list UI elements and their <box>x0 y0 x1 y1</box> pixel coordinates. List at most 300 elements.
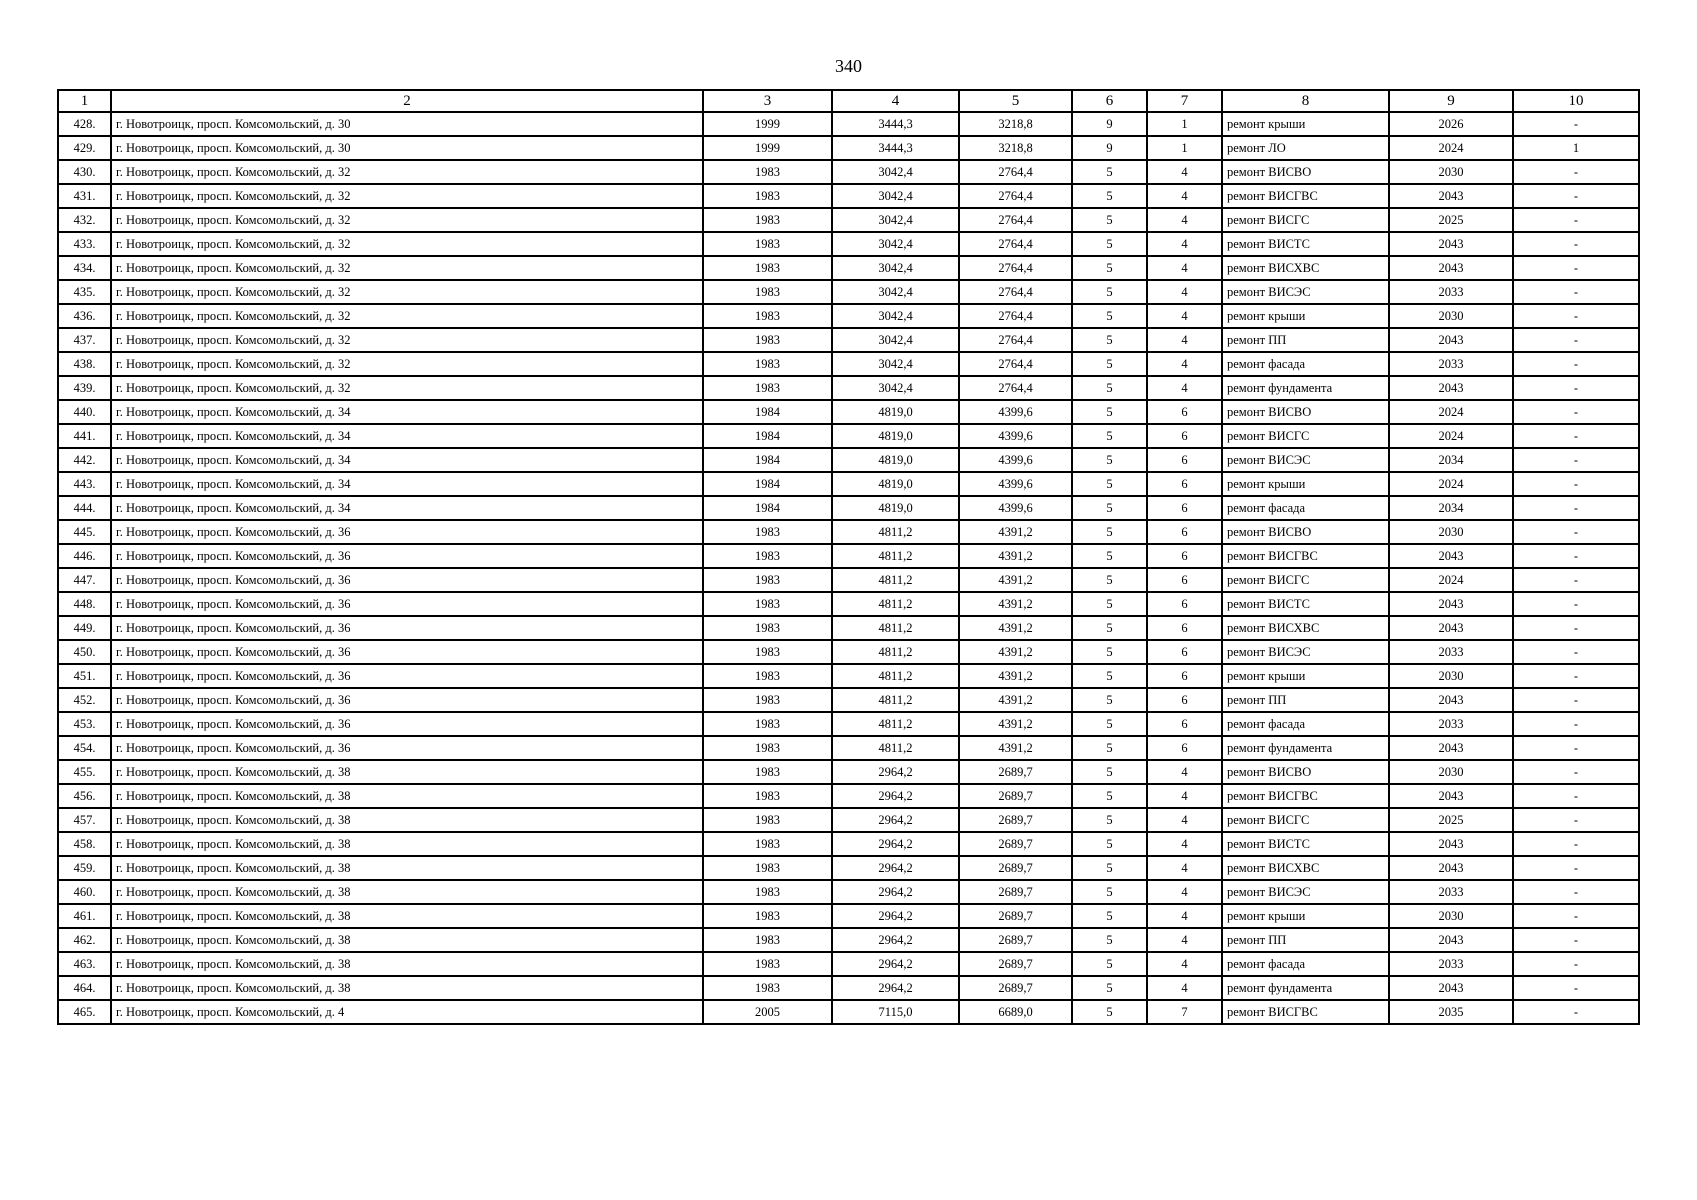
floors-cell: 5 <box>1072 760 1147 784</box>
address-cell: г. Новотроицк, просп. Комсомольский, д. 34 <box>111 496 703 520</box>
living-area-cell: 2764,4 <box>959 256 1072 280</box>
work-type-cell: ремонт ПП <box>1222 328 1389 352</box>
note-cell: - <box>1513 112 1639 136</box>
note-cell: - <box>1513 856 1639 880</box>
year-cell: 1983 <box>703 760 832 784</box>
note-cell: - <box>1513 880 1639 904</box>
planned-year-cell: 2030 <box>1389 304 1513 328</box>
address-cell: г. Новотроицк, просп. Комсомольский, д. 38 <box>111 928 703 952</box>
address-cell: г. Новотроицк, просп. Комсомольский, д. 32 <box>111 352 703 376</box>
year-cell: 1983 <box>703 256 832 280</box>
work-type-cell: ремонт фундамента <box>1222 736 1389 760</box>
table-row <box>58 496 1639 520</box>
note-cell: - <box>1513 352 1639 376</box>
total-area-cell: 2964,2 <box>832 832 959 856</box>
work-type-cell: ремонт фасада <box>1222 952 1389 976</box>
planned-year-cell: 2030 <box>1389 664 1513 688</box>
living-area-cell: 2689,7 <box>959 880 1072 904</box>
row-number-cell: 450. <box>58 640 111 664</box>
table-row <box>58 736 1639 760</box>
living-area-cell: 2689,7 <box>959 784 1072 808</box>
floors-cell: 5 <box>1072 568 1147 592</box>
total-area-cell: 3444,3 <box>832 136 959 160</box>
floors-cell: 5 <box>1072 640 1147 664</box>
entrances-cell: 6 <box>1147 664 1222 688</box>
entrances-cell: 6 <box>1147 424 1222 448</box>
floors-cell: 9 <box>1072 112 1147 136</box>
row-number-cell: 443. <box>58 472 111 496</box>
work-type-cell: ремонт ВИСГС <box>1222 808 1389 832</box>
row-number-cell: 447. <box>58 568 111 592</box>
total-area-cell: 2964,2 <box>832 904 959 928</box>
planned-year-cell: 2043 <box>1389 376 1513 400</box>
table-row <box>58 520 1639 544</box>
row-number-cell: 429. <box>58 136 111 160</box>
floors-cell: 5 <box>1072 280 1147 304</box>
living-area-cell: 4399,6 <box>959 496 1072 520</box>
living-area-cell: 2764,4 <box>959 208 1072 232</box>
entrances-cell: 6 <box>1147 544 1222 568</box>
address-cell: г. Новотроицк, просп. Комсомольский, д. 38 <box>111 808 703 832</box>
living-area-cell: 2689,7 <box>959 760 1072 784</box>
row-number-cell: 440. <box>58 400 111 424</box>
table-row <box>58 208 1639 232</box>
entrances-cell: 6 <box>1147 472 1222 496</box>
year-cell: 1983 <box>703 592 832 616</box>
year-cell: 1983 <box>703 736 832 760</box>
work-type-cell: ремонт ВИСТС <box>1222 592 1389 616</box>
entrances-cell: 6 <box>1147 712 1222 736</box>
floors-cell: 5 <box>1072 232 1147 256</box>
address-cell: г. Новотроицк, просп. Комсомольский, д. 30 <box>111 112 703 136</box>
total-area-cell: 4819,0 <box>832 400 959 424</box>
column-header: 3 <box>703 90 832 112</box>
note-cell: - <box>1513 376 1639 400</box>
living-area-cell: 2764,4 <box>959 280 1072 304</box>
entrances-cell: 4 <box>1147 256 1222 280</box>
entrances-cell: 1 <box>1147 112 1222 136</box>
row-number-cell: 442. <box>58 448 111 472</box>
note-cell: - <box>1513 640 1639 664</box>
note-cell: - <box>1513 184 1639 208</box>
year-cell: 1983 <box>703 328 832 352</box>
planned-year-cell: 2025 <box>1389 808 1513 832</box>
table-row <box>58 160 1639 184</box>
column-header: 8 <box>1222 90 1389 112</box>
planned-year-cell: 2024 <box>1389 472 1513 496</box>
total-area-cell: 2964,2 <box>832 880 959 904</box>
year-cell: 1983 <box>703 904 832 928</box>
planned-year-cell: 2030 <box>1389 904 1513 928</box>
address-cell: г. Новотроицк, просп. Комсомольский, д. 38 <box>111 856 703 880</box>
row-number-cell: 453. <box>58 712 111 736</box>
living-area-cell: 3218,8 <box>959 112 1072 136</box>
note-cell: - <box>1513 664 1639 688</box>
floors-cell: 5 <box>1072 688 1147 712</box>
total-area-cell: 3444,3 <box>832 112 959 136</box>
work-type-cell: ремонт ВИСВО <box>1222 160 1389 184</box>
work-type-cell: ремонт ВИСГС <box>1222 568 1389 592</box>
planned-year-cell: 2034 <box>1389 496 1513 520</box>
living-area-cell: 4399,6 <box>959 424 1072 448</box>
note-cell: - <box>1513 952 1639 976</box>
planned-year-cell: 2025 <box>1389 208 1513 232</box>
table-row <box>58 880 1639 904</box>
living-area-cell: 4391,2 <box>959 568 1072 592</box>
planned-year-cell: 2034 <box>1389 448 1513 472</box>
table-row <box>58 136 1639 160</box>
address-cell: г. Новотроицк, просп. Комсомольский, д. 36 <box>111 568 703 592</box>
table-row <box>58 688 1639 712</box>
table-row <box>58 328 1639 352</box>
year-cell: 1983 <box>703 832 832 856</box>
floors-cell: 5 <box>1072 736 1147 760</box>
living-area-cell: 2764,4 <box>959 328 1072 352</box>
row-number-cell: 439. <box>58 376 111 400</box>
row-number-cell: 436. <box>58 304 111 328</box>
work-type-cell: ремонт ВИСГС <box>1222 424 1389 448</box>
address-cell: г. Новотроицк, просп. Комсомольский, д. 36 <box>111 712 703 736</box>
floors-cell: 5 <box>1072 544 1147 568</box>
total-area-cell: 4811,2 <box>832 568 959 592</box>
table-row <box>58 472 1639 496</box>
planned-year-cell: 2024 <box>1389 400 1513 424</box>
work-type-cell: ремонт ВИСЭС <box>1222 448 1389 472</box>
entrances-cell: 4 <box>1147 784 1222 808</box>
note-cell: - <box>1513 592 1639 616</box>
entrances-cell: 6 <box>1147 448 1222 472</box>
column-header: 1 <box>58 90 111 112</box>
entrances-cell: 6 <box>1147 736 1222 760</box>
floors-cell: 5 <box>1072 616 1147 640</box>
planned-year-cell: 2033 <box>1389 280 1513 304</box>
row-number-cell: 459. <box>58 856 111 880</box>
work-type-cell: ремонт ВИСГВС <box>1222 544 1389 568</box>
floors-cell: 5 <box>1072 352 1147 376</box>
address-cell: г. Новотроицк, просп. Комсомольский, д. 38 <box>111 784 703 808</box>
column-header: 7 <box>1147 90 1222 112</box>
planned-year-cell: 2043 <box>1389 832 1513 856</box>
total-area-cell: 3042,4 <box>832 208 959 232</box>
entrances-cell: 4 <box>1147 352 1222 376</box>
living-area-cell: 4391,2 <box>959 664 1072 688</box>
table-row <box>58 256 1639 280</box>
total-area-cell: 3042,4 <box>832 184 959 208</box>
planned-year-cell: 2024 <box>1389 568 1513 592</box>
address-cell: г. Новотроицк, просп. Комсомольский, д. 32 <box>111 256 703 280</box>
note-cell: - <box>1513 1000 1639 1024</box>
table-row <box>58 112 1639 136</box>
year-cell: 1984 <box>703 472 832 496</box>
entrances-cell: 4 <box>1147 760 1222 784</box>
entrances-cell: 6 <box>1147 568 1222 592</box>
floors-cell: 5 <box>1072 952 1147 976</box>
total-area-cell: 3042,4 <box>832 160 959 184</box>
address-cell: г. Новотроицк, просп. Комсомольский, д. 30 <box>111 136 703 160</box>
planned-year-cell: 2033 <box>1389 952 1513 976</box>
planned-year-cell: 2043 <box>1389 544 1513 568</box>
living-area-cell: 2689,7 <box>959 832 1072 856</box>
planned-year-cell: 2024 <box>1389 424 1513 448</box>
work-type-cell: ремонт крыши <box>1222 664 1389 688</box>
table-row <box>58 664 1639 688</box>
year-cell: 1983 <box>703 688 832 712</box>
living-area-cell: 2764,4 <box>959 304 1072 328</box>
work-type-cell: ремонт ВИСХВС <box>1222 856 1389 880</box>
total-area-cell: 4811,2 <box>832 736 959 760</box>
row-number-cell: 465. <box>58 1000 111 1024</box>
planned-year-cell: 2043 <box>1389 592 1513 616</box>
entrances-cell: 4 <box>1147 184 1222 208</box>
work-type-cell: ремонт ВИСХВС <box>1222 616 1389 640</box>
work-type-cell: ремонт ПП <box>1222 928 1389 952</box>
year-cell: 1984 <box>703 400 832 424</box>
address-cell: г. Новотроицк, просп. Комсомольский, д. 32 <box>111 304 703 328</box>
floors-cell: 5 <box>1072 808 1147 832</box>
entrances-cell: 6 <box>1147 520 1222 544</box>
floors-cell: 5 <box>1072 880 1147 904</box>
floors-cell: 5 <box>1072 328 1147 352</box>
column-header: 5 <box>959 90 1072 112</box>
floors-cell: 5 <box>1072 208 1147 232</box>
address-cell: г. Новотроицк, просп. Комсомольский, д. 36 <box>111 544 703 568</box>
floors-cell: 5 <box>1072 1000 1147 1024</box>
note-cell: - <box>1513 712 1639 736</box>
entrances-cell: 4 <box>1147 328 1222 352</box>
row-number-cell: 458. <box>58 832 111 856</box>
table-row <box>58 928 1639 952</box>
entrances-cell: 4 <box>1147 952 1222 976</box>
table-row <box>58 904 1639 928</box>
entrances-cell: 4 <box>1147 232 1222 256</box>
floors-cell: 5 <box>1072 400 1147 424</box>
row-number-cell: 449. <box>58 616 111 640</box>
work-type-cell: ремонт ПП <box>1222 688 1389 712</box>
year-cell: 1984 <box>703 448 832 472</box>
row-number-cell: 431. <box>58 184 111 208</box>
entrances-cell: 4 <box>1147 880 1222 904</box>
planned-year-cell: 2033 <box>1389 880 1513 904</box>
note-cell: - <box>1513 616 1639 640</box>
total-area-cell: 3042,4 <box>832 376 959 400</box>
header-row <box>58 90 1639 112</box>
living-area-cell: 4399,6 <box>959 400 1072 424</box>
entrances-cell: 4 <box>1147 856 1222 880</box>
address-cell: г. Новотроицк, просп. Комсомольский, д. 34 <box>111 424 703 448</box>
year-cell: 1983 <box>703 640 832 664</box>
work-type-cell: ремонт ВИСХВС <box>1222 256 1389 280</box>
note-cell: - <box>1513 472 1639 496</box>
note-cell: - <box>1513 256 1639 280</box>
living-area-cell: 2689,7 <box>959 856 1072 880</box>
note-cell: - <box>1513 568 1639 592</box>
work-type-cell: ремонт крыши <box>1222 112 1389 136</box>
planned-year-cell: 2043 <box>1389 616 1513 640</box>
note-cell: - <box>1513 808 1639 832</box>
address-cell: г. Новотроицк, просп. Комсомольский, д. 32 <box>111 184 703 208</box>
address-cell: г. Новотроицк, просп. Комсомольский, д. 32 <box>111 328 703 352</box>
floors-cell: 5 <box>1072 664 1147 688</box>
table-row <box>58 400 1639 424</box>
year-cell: 1983 <box>703 856 832 880</box>
year-cell: 1983 <box>703 880 832 904</box>
work-type-cell: ремонт крыши <box>1222 304 1389 328</box>
note-cell: - <box>1513 832 1639 856</box>
total-area-cell: 4811,2 <box>832 640 959 664</box>
note-cell: - <box>1513 760 1639 784</box>
row-number-cell: 456. <box>58 784 111 808</box>
living-area-cell: 2764,4 <box>959 184 1072 208</box>
table-row <box>58 760 1639 784</box>
total-area-cell: 3042,4 <box>832 328 959 352</box>
total-area-cell: 2964,2 <box>832 760 959 784</box>
address-cell: г. Новотроицк, просп. Комсомольский, д. 36 <box>111 616 703 640</box>
entrances-cell: 6 <box>1147 400 1222 424</box>
work-type-cell: ремонт фасада <box>1222 352 1389 376</box>
work-type-cell: ремонт ВИСВО <box>1222 400 1389 424</box>
note-cell: - <box>1513 424 1639 448</box>
row-number-cell: 444. <box>58 496 111 520</box>
living-area-cell: 2764,4 <box>959 160 1072 184</box>
total-area-cell: 2964,2 <box>832 952 959 976</box>
address-cell: г. Новотроицк, просп. Комсомольский, д. 34 <box>111 400 703 424</box>
address-cell: г. Новотроицк, просп. Комсомольский, д. 38 <box>111 832 703 856</box>
living-area-cell: 2764,4 <box>959 376 1072 400</box>
year-cell: 1983 <box>703 808 832 832</box>
address-cell: г. Новотроицк, просп. Комсомольский, д. 36 <box>111 664 703 688</box>
work-type-cell: ремонт ВИСГВС <box>1222 784 1389 808</box>
row-number-cell: 463. <box>58 952 111 976</box>
total-area-cell: 4811,2 <box>832 688 959 712</box>
year-cell: 1983 <box>703 664 832 688</box>
floors-cell: 5 <box>1072 520 1147 544</box>
planned-year-cell: 2030 <box>1389 520 1513 544</box>
table-body <box>58 112 1639 1024</box>
row-number-cell: 445. <box>58 520 111 544</box>
table-row <box>58 280 1639 304</box>
total-area-cell: 4819,0 <box>832 496 959 520</box>
address-cell: г. Новотроицк, просп. Комсомольский, д. 38 <box>111 880 703 904</box>
total-area-cell: 3042,4 <box>832 352 959 376</box>
planned-year-cell: 2043 <box>1389 232 1513 256</box>
year-cell: 1983 <box>703 712 832 736</box>
year-cell: 1983 <box>703 280 832 304</box>
living-area-cell: 2764,4 <box>959 232 1072 256</box>
floors-cell: 5 <box>1072 832 1147 856</box>
note-cell: - <box>1513 976 1639 1000</box>
entrances-cell: 4 <box>1147 160 1222 184</box>
floors-cell: 5 <box>1072 304 1147 328</box>
planned-year-cell: 2030 <box>1389 760 1513 784</box>
living-area-cell: 4391,2 <box>959 640 1072 664</box>
note-cell: - <box>1513 280 1639 304</box>
planned-year-cell: 2043 <box>1389 976 1513 1000</box>
table-row <box>58 448 1639 472</box>
planned-year-cell: 2043 <box>1389 688 1513 712</box>
year-cell: 1983 <box>703 520 832 544</box>
address-cell: г. Новотроицк, просп. Комсомольский, д. 34 <box>111 472 703 496</box>
address-cell: г. Новотроицк, просп. Комсомольский, д. 38 <box>111 976 703 1000</box>
table-row <box>58 832 1639 856</box>
living-area-cell: 4391,2 <box>959 520 1072 544</box>
address-cell: г. Новотроицк, просп. Комсомольский, д. 36 <box>111 736 703 760</box>
total-area-cell: 3042,4 <box>832 280 959 304</box>
table-row <box>58 376 1639 400</box>
address-cell: г. Новотроицк, просп. Комсомольский, д. 36 <box>111 688 703 712</box>
entrances-cell: 4 <box>1147 304 1222 328</box>
column-header: 10 <box>1513 90 1639 112</box>
address-cell: г. Новотроицк, просп. Комсомольский, д. 4 <box>111 1000 703 1024</box>
table-row <box>58 616 1639 640</box>
entrances-cell: 4 <box>1147 208 1222 232</box>
row-number-cell: 433. <box>58 232 111 256</box>
total-area-cell: 3042,4 <box>832 304 959 328</box>
table-row <box>58 544 1639 568</box>
living-area-cell: 4391,2 <box>959 592 1072 616</box>
note-cell: - <box>1513 736 1639 760</box>
note-cell: - <box>1513 688 1639 712</box>
year-cell: 1984 <box>703 496 832 520</box>
column-header: 2 <box>111 90 703 112</box>
living-area-cell: 4391,2 <box>959 688 1072 712</box>
floors-cell: 5 <box>1072 424 1147 448</box>
planned-year-cell: 2043 <box>1389 736 1513 760</box>
table-row <box>58 712 1639 736</box>
living-area-cell: 2689,7 <box>959 952 1072 976</box>
data-table <box>57 89 1640 1025</box>
total-area-cell: 4819,0 <box>832 448 959 472</box>
year-cell: 1983 <box>703 952 832 976</box>
row-number-cell: 428. <box>58 112 111 136</box>
row-number-cell: 464. <box>58 976 111 1000</box>
address-cell: г. Новотроицк, просп. Комсомольский, д. 32 <box>111 376 703 400</box>
page-number: 340 <box>835 56 862 76</box>
entrances-cell: 4 <box>1147 928 1222 952</box>
planned-year-cell: 2043 <box>1389 328 1513 352</box>
living-area-cell: 4391,2 <box>959 736 1072 760</box>
planned-year-cell: 2043 <box>1389 256 1513 280</box>
living-area-cell: 2689,7 <box>959 904 1072 928</box>
year-cell: 1983 <box>703 208 832 232</box>
row-number-cell: 434. <box>58 256 111 280</box>
entrances-cell: 4 <box>1147 808 1222 832</box>
note-cell: - <box>1513 784 1639 808</box>
floors-cell: 5 <box>1072 184 1147 208</box>
floors-cell: 5 <box>1072 928 1147 952</box>
living-area-cell: 2689,7 <box>959 808 1072 832</box>
year-cell: 1983 <box>703 784 832 808</box>
column-header: 9 <box>1389 90 1513 112</box>
column-header: 4 <box>832 90 959 112</box>
year-cell: 1983 <box>703 184 832 208</box>
total-area-cell: 2964,2 <box>832 856 959 880</box>
address-cell: г. Новотроицк, просп. Комсомольский, д. 36 <box>111 592 703 616</box>
table-row <box>58 808 1639 832</box>
year-cell: 1999 <box>703 112 832 136</box>
planned-year-cell: 2043 <box>1389 184 1513 208</box>
planned-year-cell: 2043 <box>1389 856 1513 880</box>
row-number-cell: 446. <box>58 544 111 568</box>
note-cell: - <box>1513 208 1639 232</box>
entrances-cell: 4 <box>1147 976 1222 1000</box>
note-cell: - <box>1513 904 1639 928</box>
floors-cell: 5 <box>1072 496 1147 520</box>
work-type-cell: ремонт ВИСГВС <box>1222 184 1389 208</box>
entrances-cell: 6 <box>1147 496 1222 520</box>
total-area-cell: 4811,2 <box>832 592 959 616</box>
total-area-cell: 4811,2 <box>832 664 959 688</box>
total-area-cell: 2964,2 <box>832 808 959 832</box>
